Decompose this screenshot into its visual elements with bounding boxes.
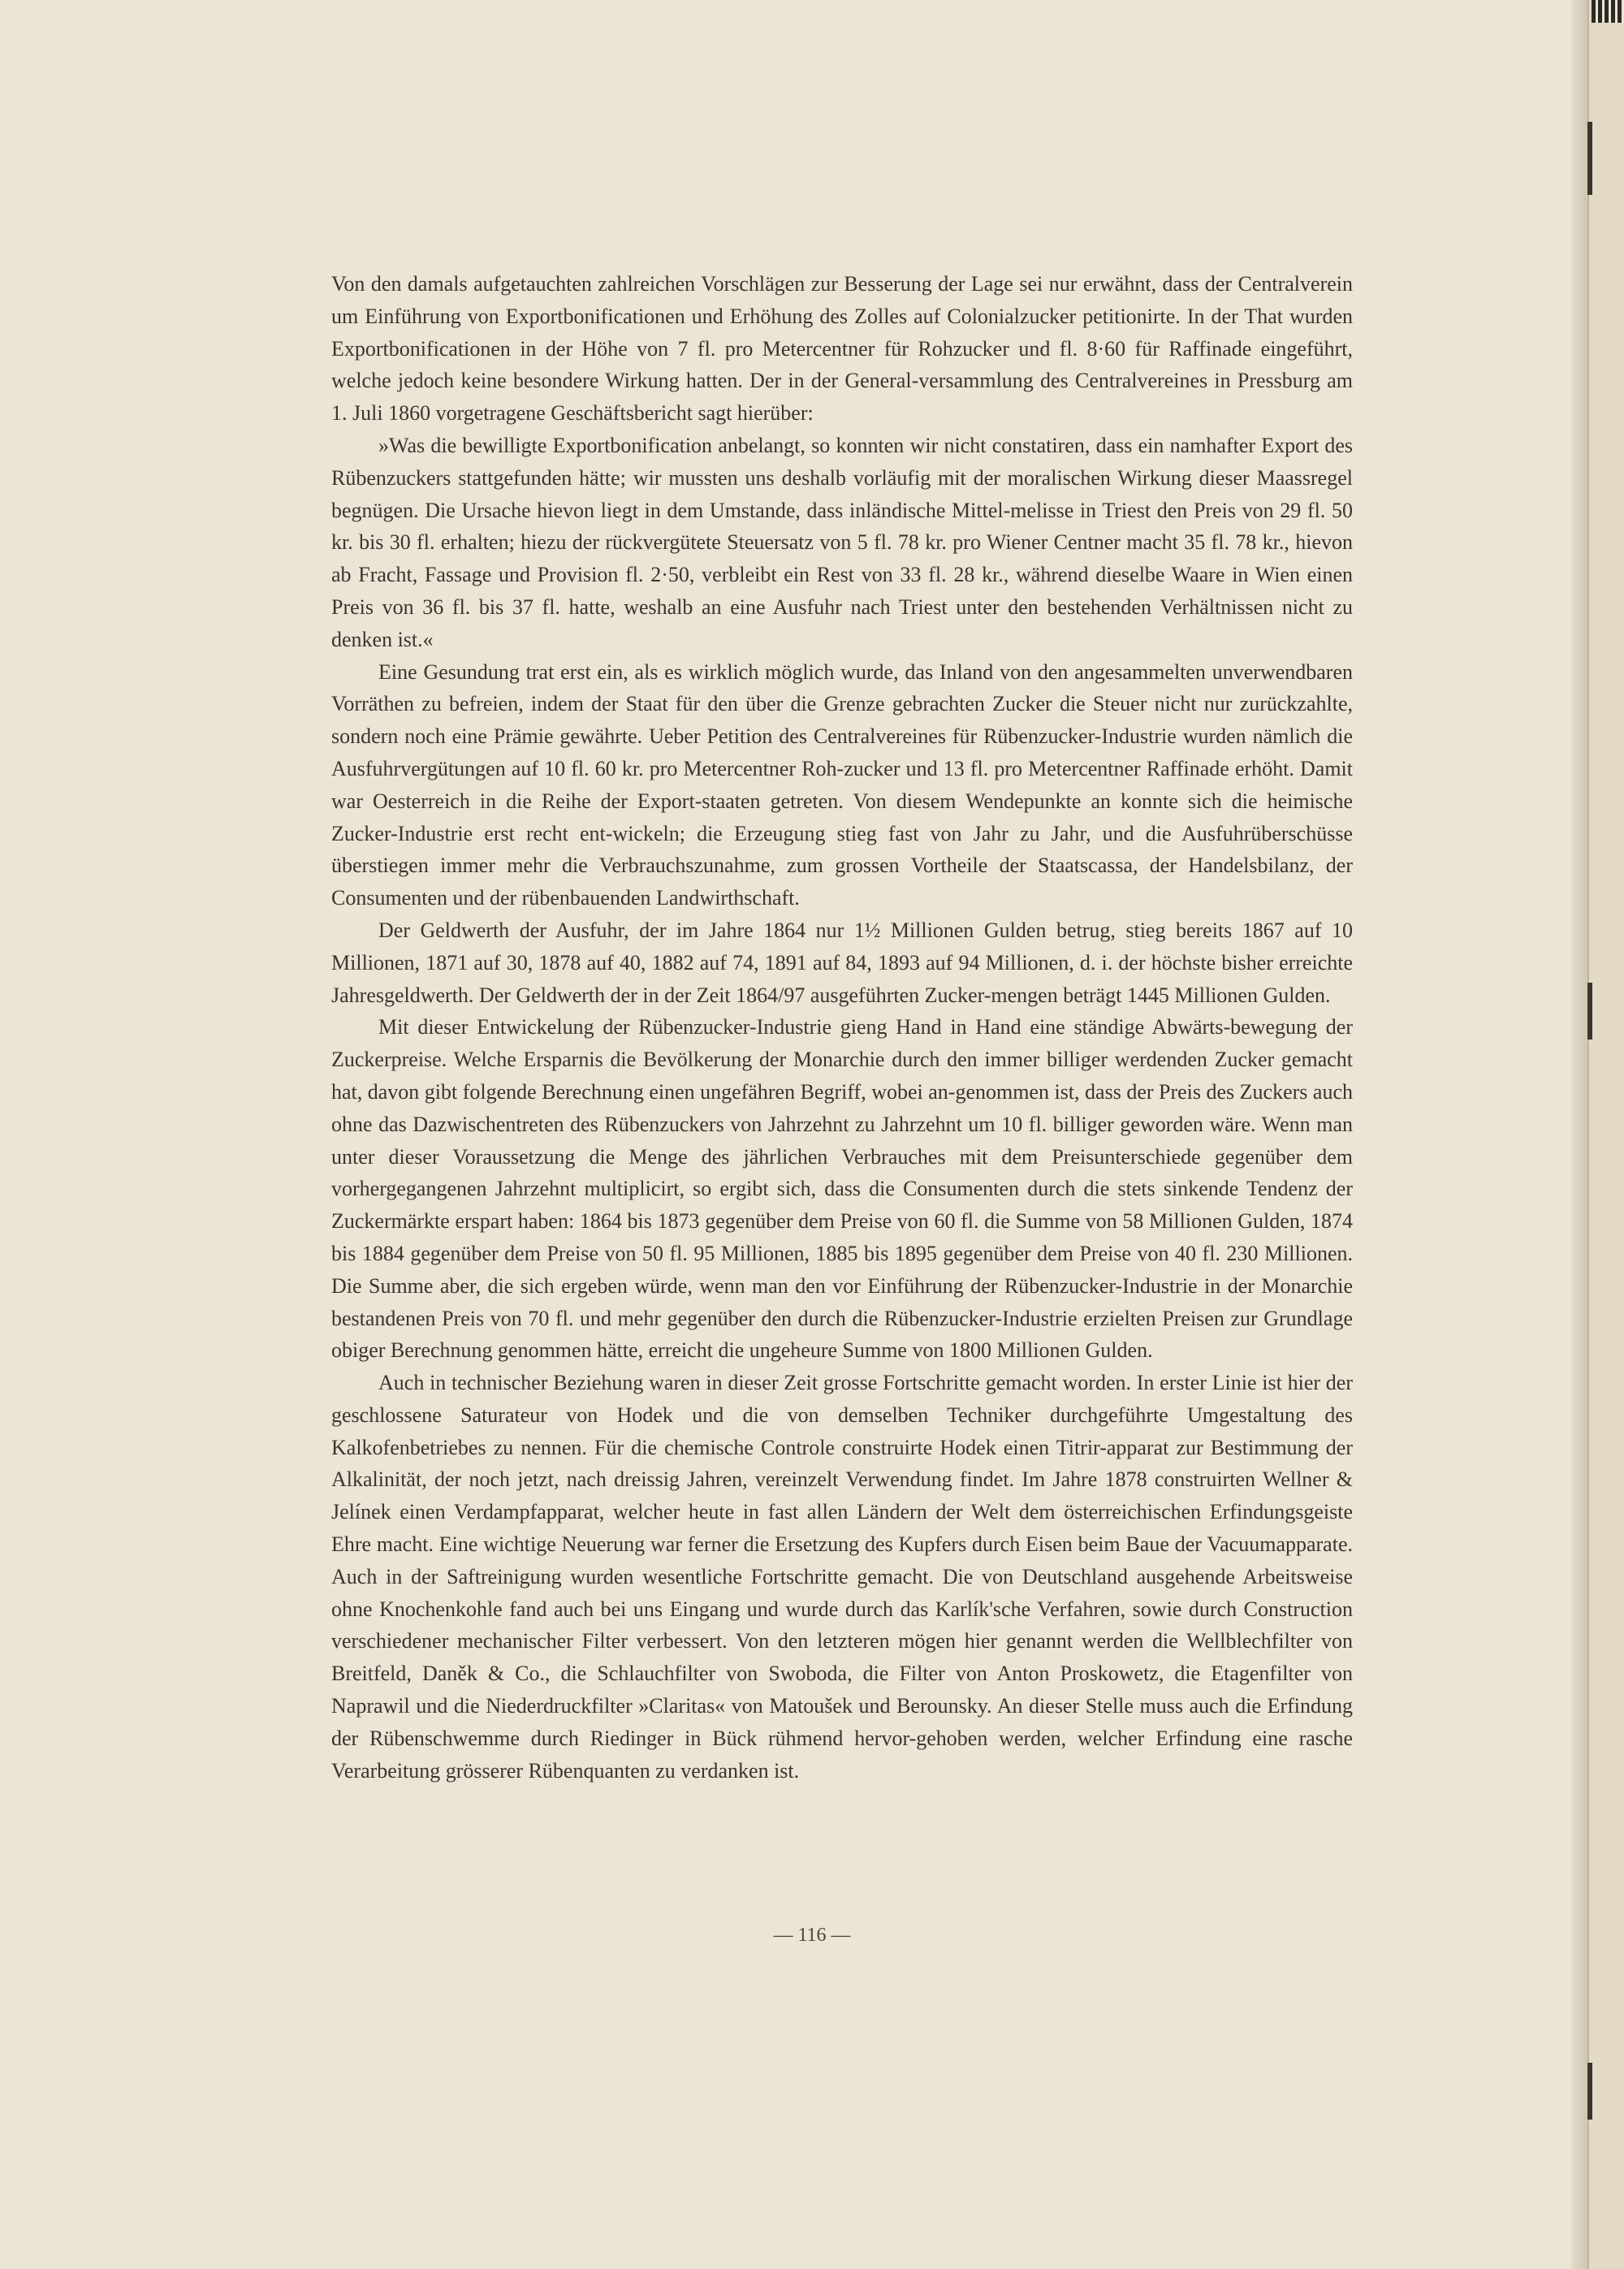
edge-mark <box>1587 122 1592 195</box>
edge-mark <box>1587 2063 1592 2120</box>
paragraph-3: Eine Gesundung trat erst ein, als es wirklich möglich wurde, das Inland von den angesammelten unverwendbaren Vorräthen zu befreien, indem der Staat für den über die Grenze gebrachten Zucker die Steuer nicht nur zurückzahlte, sondern noch eine Prämie gewährte. Ueber Petition des Centralvereines für Rübenzucker-Industrie wurden nämlich die Ausfuhrvergütungen auf 10 fl. 60 kr. pro Metercentner Roh-zucker und 13 fl. pro Metercentner Raffinade erhöht. Damit war Oesterreich in die Reihe der Export-staaten getreten. Von diesem Wendepunkte an konnte sich die heimische Zucker-Industrie erst recht ent-wickeln; die Erzeugung stieg fast von Jahr zu Jahr, und die Ausfuhrüberschüsse überstiegen immer mehr die Verbrauchszunahme, zum grossen Vortheile der Staatscassa, der Handelsbilanz, der Consumenten und der rübenbauenden Landwirthschaft. <box>331 659 1353 910</box>
paragraph-5: Mit dieser Entwickelung der Rübenzucker-Industrie gieng Hand in Hand eine ständige Abwärts-bewegung der Zuckerpreise. Welche Ersparnis die Bevölkerung der Monarchie durch den immer billiger werdenden Zucker gemacht hat, davon gibt folgende Berechnung einen ungefähren Begriff, wobei an-genommen ist, dass der Preis des Zuckers auch ohne das Dazwischentreten des Rübenzuckers von Jahrzehnt zu Jahrzehnt um 10 fl. billiger geworden wäre. Wenn man unter dieser Voraussetzung die Menge des jährlichen Verbrauches mit dem Preisunterschiede gegenüber dem vorhergegangenen Jahrzehnt multiplicirt, so ergibt sich, dass die Consumenten durch die stets sinkende Tendenz der Zuckermärkte erspart haben: 1864 bis 1873 gegenüber dem Preise von 60 fl. die Summe von 58 Millionen Gulden, 1874 bis 1884 gegenüber dem Preise von 50 fl. 95 Millionen, 1885 bis 1895 gegenüber dem Preise von 40 fl. 230 Millionen. Die Summe aber, die sich ergeben würde, wenn man den vor Einführung der Rübenzucker-Industrie in der Monarchie bestandenen Preis von 70 fl. und mehr gegenüber den durch die Rübenzucker-Industrie erzielten Preisen zur Grundlage obiger Berechnung genommen hätte, erreicht die ungeheure Summe von 1800 Millionen Gulden. <box>331 1015 1353 1363</box>
paragraph-1: Von den damals aufgetauchten zahlreichen Vorschlägen zur Besserung der Lage sei nur erwähnt, dass der Centralverein um Einführung von Exportbonificationen und Erhöhung des Zolles auf Colonialzucker petitionirte. In der That wurden Exportbonificationen in der Höhe von 7 fl. pro Metercentner für Rohzucker und fl. 8·60 für Raffinade eingeführt, welche jedoch keine besondere Wirkung hatten. Der in der General-versammlung des Centralvereines in Pressburg am 1. Juli 1860 vorgetragene Geschäftsbericht sagt hierüber: <box>331 272 1353 426</box>
paragraph-quote: »Was die bewilligte Exportbonification anbelangt, so konnten wir nicht constatiren, dass ein namhafter Export des Rübenzuckers stattgefunden hätte; wir mussten uns deshalb vorläufig mit der moralischen Wirkung dieser Maassregel begnügen. Die Ursache hievon liegt in dem Umstande, dass inländische Mittel-melisse in Triest den Preis von 29 fl. 50 kr. bis 30 fl. erhalten; hiezu der rückvergütete Steuersatz von 5 fl. 78 kr. pro Wiener Centner macht 35 fl. 78 kr., hievon ab Fracht, Fassage und Provision fl. 2·50, verbleibt ein Rest von 33 fl. 28 kr., während dieselbe Waare in Wien einen Preis von 36 fl. bis 37 fl. hatte, weshalb an eine Ausfuhr nach Triest unter den bestehenden Verhältnissen nicht zu denken ist.« <box>331 433 1353 651</box>
edge-mark <box>1587 983 1592 1039</box>
scan-corner-marks <box>1592 0 1624 23</box>
paragraph-6: Auch in technischer Beziehung waren in dieser Zeit grosse Fortschritte gemacht worden. In erster Linie ist hier der geschlossene Saturateur von Hodek und die von demselben Techniker durchgeführte Umgestaltung des Kalkofenbetriebes zu nennen. Für die chemische Controle construirte Hodek einen Titrir-apparat zur Bestimmung der Alkalinität, der noch jetzt, nach dreissig Jahren, vereinzelt Verwendung findet. Im Jahre 1878 construirten Wellner & Jelínek einen Verdampfapparat, welcher heute in fast allen Ländern der Welt dem österreichischen Erfindungsgeiste Ehre macht. Eine wichtige Neuerung war ferner die Ersetzung des Kupfers durch Eisen beim Baue der Vacuumapparate. Auch in der Saftreinigung wurden wesentliche Fortschritte gemacht. Die von Deutschland ausgehende Arbeitsweise ohne Knochenkohle fand auch bei uns Eingang und wurde durch das Karlík'sche Verfahren, sowie durch Construction verschiedener mechanischer Filter verbessert. Von den letzteren mögen hier genannt werden die Wellblechfilter von Breitfeld, Daněk & Co., die Schlauchfilter von Swoboda, die Filter von Anton Proskowetz, die Etagenfilter von Naprawil und die Niederdruckfilter »Claritas« von Matoušek und Berounsky. An dieser Stelle muss auch die Erfindung der Rübenschwemme durch Riedinger in Bück rühmend hervor-gehoben werden, welcher Erfindung eine rasche Verarbeitung grösserer Rübenquanten zu verdanken ist. <box>331 1371 1353 1783</box>
body-text <box>331 268 1353 1787</box>
page-number: — 116 — <box>773 1925 851 1946</box>
paragraph-4: Der Geldwerth der Ausfuhr, der im Jahre 1864 nur 1½ Millionen Gulden betrug, stieg bereits 1867 auf 10 Millionen, 1871 auf 30, 1878 auf 40, 1882 auf 74, 1891 auf 84, 1893 auf 94 Millionen, d. i. der höchste bisher erreichte Jahresgeldwerth. Der Geldwerth der in der Zeit 1864/97 ausgeführten Zucker-mengen beträgt 1445 Millionen Gulden. <box>331 918 1353 1007</box>
